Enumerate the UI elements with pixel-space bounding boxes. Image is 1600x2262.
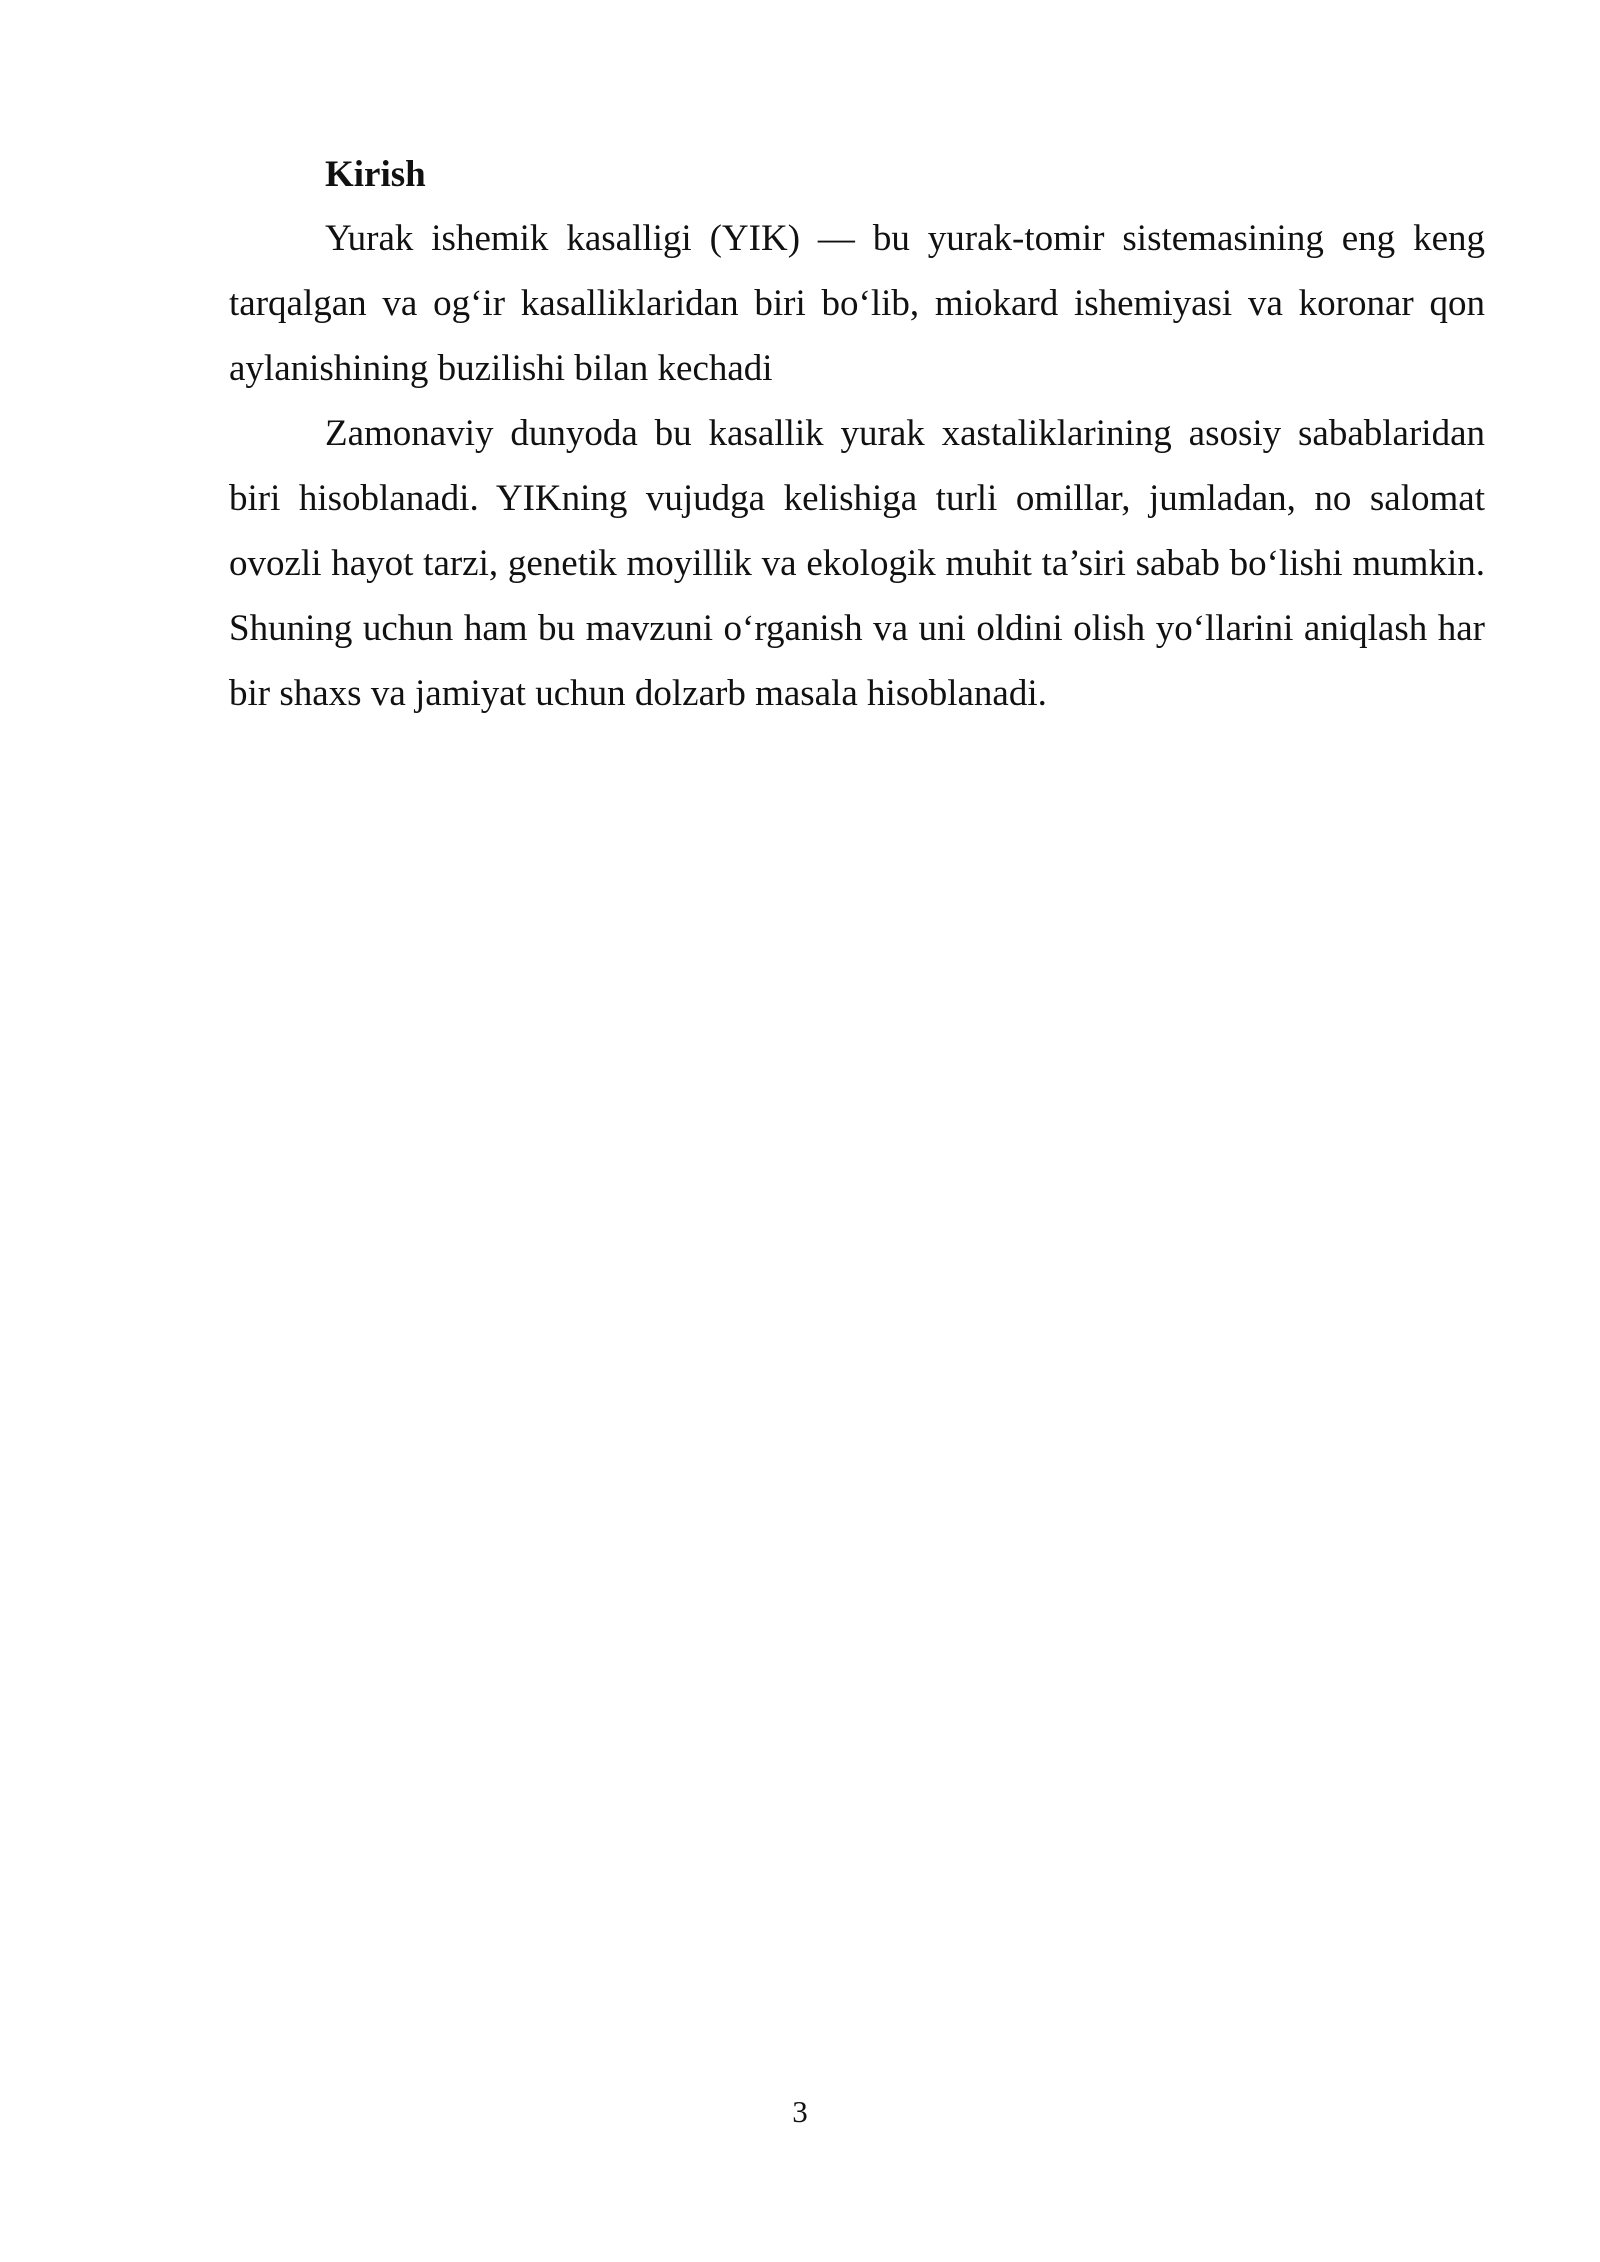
page-number: 3 (792, 2094, 808, 2129)
paragraph-2: Zamonaviy dunyoda bu kasallik yurak xastaliklarining asosiy sabablaridan biri hisoblanadi. YIKning vujudga kelishiga turli omillar, jumladan, no salomat ovozli hayot tarzi, genetik moyillik va ekologik muhit ta’siri sabab bo‘lishi mumkin. Shuning uchun ham bu mavzuni o‘rganish va uni oldini olish yo‘llarini aniqlash har bir shaxs va jamiyat uchun dolzarb masala hisoblanadi. (229, 413, 1485, 714)
paragraph-1: Yurak ishemik kasalligi (YIK) — bu yurak-tomir sistemasining eng keng tarqalgan va og‘ir kasalliklaridan biri bo‘lib, miokard ishemiyasi va koronar qon aylanishining buzilishi bilan kechadi (229, 218, 1485, 389)
page-content (229, 150, 1485, 726)
section-heading: Kirish (325, 154, 426, 195)
